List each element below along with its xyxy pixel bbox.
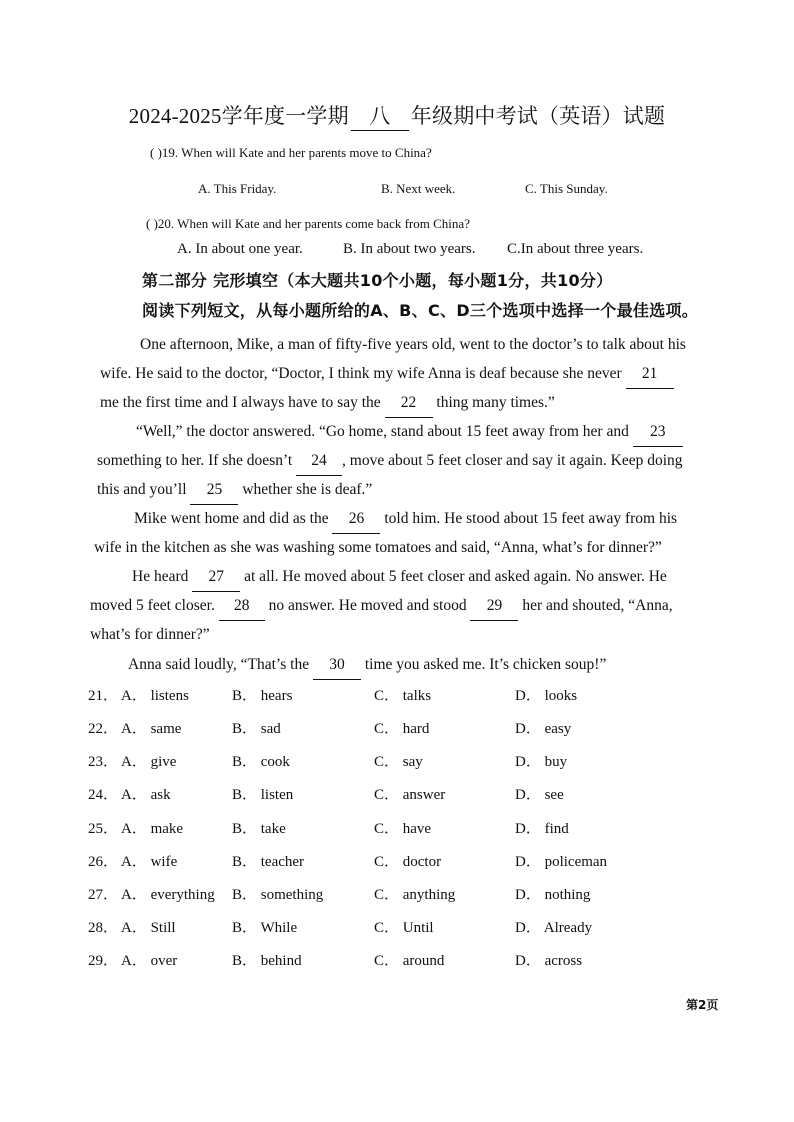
question-20 — [146, 216, 470, 232]
passage-text: , move about 5 feet closer and say it again. Keep doing — [342, 452, 683, 469]
question-number: 22． — [88, 721, 119, 737]
option-a: A． listens — [121, 688, 189, 704]
passage-text: something to her. If she doesn’t — [97, 452, 293, 469]
passage-text: whether she is deaf.” — [242, 481, 373, 498]
answer-row — [88, 949, 648, 973]
passage-line — [100, 388, 555, 418]
answer-paren: ( ) — [150, 145, 162, 160]
passage-line — [140, 330, 686, 359]
answer-row — [88, 717, 648, 741]
passage-line — [94, 533, 662, 562]
option-b: B． hears — [232, 688, 293, 704]
blank-23: 23 — [633, 417, 683, 447]
option-d: D． buy — [515, 754, 568, 770]
blank-26: 26 — [332, 504, 380, 534]
option-a: A． same — [121, 721, 182, 737]
question-20-options — [0, 241, 794, 261]
answer-row — [88, 783, 648, 807]
question-number: 23． — [88, 754, 119, 770]
option-a: A. This Friday. — [198, 181, 277, 196]
passage-text: no answer. He moved and stood — [268, 597, 467, 614]
option-b: B. In about two years. — [343, 241, 476, 257]
passage-text: One afternoon, Mike, a man of fifty-five years old, went to the doctor’s to talk about his — [140, 336, 686, 353]
passage-line — [97, 446, 683, 476]
passage-text: wife in the kitchen as she was washing some tomatoes and said, “Anna, what’s for dinner?” — [94, 539, 662, 556]
option-c: C． say — [374, 754, 423, 770]
page-title — [0, 100, 794, 131]
answer-row — [88, 750, 648, 774]
section-title: 第二部分 完形填空（本大题共10个小题，每小题1分，共10分） — [142, 271, 613, 290]
passage-line — [90, 591, 673, 621]
option-a: A． give — [121, 754, 177, 770]
option-c: C． hard — [374, 721, 430, 737]
option-d: D． easy — [515, 721, 572, 737]
blank-29: 29 — [470, 591, 518, 621]
option-d: D． see — [515, 787, 564, 803]
blank-28: 28 — [219, 591, 265, 621]
blank-24: 24 — [296, 446, 342, 476]
option-d: D． across — [515, 953, 583, 969]
question-number: 25． — [88, 821, 119, 837]
option-c: C． anything — [374, 887, 456, 903]
option-c: C． around — [374, 953, 445, 969]
question-text: 20. When will Kate and her parents come back from China? — [157, 216, 470, 231]
option-b: B． teacher — [232, 854, 305, 870]
passage-line — [100, 359, 674, 389]
answer-row — [88, 850, 648, 874]
option-c: C.In about three years. — [507, 241, 644, 257]
question-19-options — [0, 181, 794, 199]
question-number: 24． — [88, 787, 119, 803]
passage-text: her and shouted, “Anna, — [522, 597, 673, 614]
passage-text: at all. He moved about 5 feet closer and asked again. No answer. He — [244, 568, 667, 585]
option-b: B. Next week. — [381, 181, 456, 196]
passage-text: told him. He stood about 15 feet away from his — [384, 510, 678, 527]
question-number: 29． — [88, 953, 119, 969]
question-19 — [150, 145, 432, 161]
option-a: A． wife — [121, 854, 178, 870]
option-d: D． nothing — [515, 887, 591, 903]
option-a: A． everything — [121, 887, 215, 903]
option-a: A． ask — [121, 787, 171, 803]
question-number: 28． — [88, 920, 119, 936]
option-b: B． sad — [232, 721, 281, 737]
option-d: D． looks — [515, 688, 578, 704]
passage-text: “Well,” the doctor answered. “Go home, stand about 15 feet away from her and — [136, 423, 629, 440]
passage-text: Mike went home and did as the — [134, 510, 329, 527]
option-c: C． answer — [374, 787, 446, 803]
question-number: 21． — [88, 688, 119, 704]
passage-line — [136, 417, 683, 447]
passage-text: moved 5 feet closer. — [90, 597, 215, 614]
answer-row — [88, 684, 648, 708]
title-suffix: 年级期中考试（英语）试题 — [410, 104, 666, 128]
section-instruction: 阅读下列短文，从每小题所给的A、B、C、D三个选项中选择一个最佳选项。 — [142, 301, 699, 320]
blank-25: 25 — [190, 475, 238, 505]
passage-line — [134, 504, 677, 534]
question-number: 27． — [88, 887, 119, 903]
option-c: C． talks — [374, 688, 432, 704]
option-c: C． have — [374, 821, 432, 837]
passage-line — [97, 475, 372, 505]
passage-text: me the first time and I always have to say the — [100, 394, 381, 411]
option-d: D． Already — [515, 920, 593, 936]
blank-22: 22 — [385, 388, 433, 418]
option-c: C． Until — [374, 920, 434, 936]
option-c: C. This Sunday. — [525, 181, 608, 196]
passage-text: thing many times.” — [436, 394, 555, 411]
passage-text: what’s for dinner?” — [90, 626, 210, 643]
option-b: B． cook — [232, 754, 290, 770]
title-prefix: 2024-2025学年度一学期 — [128, 104, 349, 128]
question-text: 19. When will Kate and her parents move to China? — [161, 145, 432, 160]
option-a: A． make — [121, 821, 184, 837]
answer-row — [88, 817, 648, 841]
option-a: A． Still — [121, 920, 176, 936]
passage-text: time you asked me. It’s chicken soup!” — [364, 656, 607, 673]
passage-text: this and you’ll — [97, 481, 187, 498]
option-d: D． find — [515, 821, 569, 837]
grade-blank: 八 — [351, 100, 409, 131]
blank-30: 30 — [313, 650, 361, 680]
passage-text: He heard — [132, 568, 189, 585]
passage-line — [128, 650, 606, 680]
passage-line — [90, 620, 210, 649]
passage-line — [132, 562, 667, 592]
answer-row — [88, 916, 648, 940]
option-a: A. In about one year. — [177, 241, 303, 257]
option-d: D． policeman — [515, 854, 608, 870]
blank-21: 21 — [626, 359, 674, 389]
passage-text: wife. He said to the doctor, “Doctor, I think my wife Anna is deaf because she never — [100, 365, 622, 382]
option-b: B． listen — [232, 787, 294, 803]
page-number: 第2页 — [686, 998, 719, 1012]
option-b: B． behind — [232, 953, 302, 969]
option-b: B． While — [232, 920, 298, 936]
question-number: 26． — [88, 854, 119, 870]
option-b: B． take — [232, 821, 286, 837]
passage-text: Anna said loudly, “That’s the — [128, 656, 310, 673]
blank-27: 27 — [192, 562, 240, 592]
answer-row — [88, 883, 648, 907]
option-c: C． doctor — [374, 854, 442, 870]
answer-paren: ( ) — [146, 216, 158, 231]
option-b: B． something — [232, 887, 324, 903]
option-a: A． over — [121, 953, 178, 969]
